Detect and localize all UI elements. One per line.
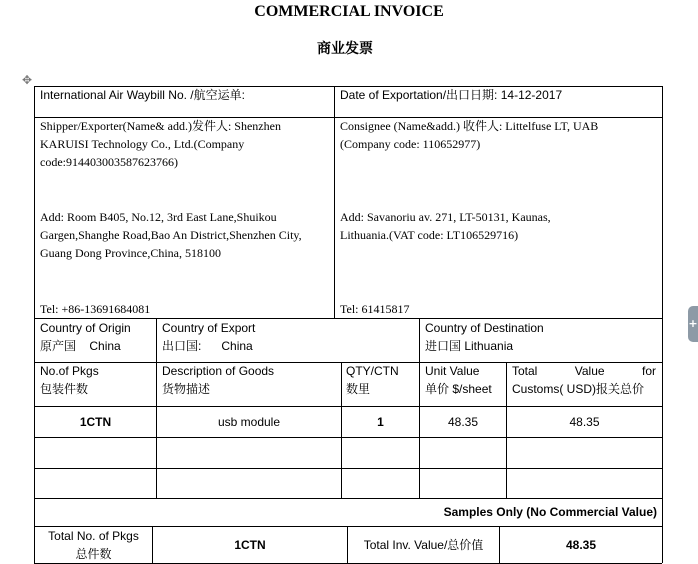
- table-border: [34, 406, 662, 407]
- destination-cell: [425, 319, 660, 355]
- table-border: [34, 86, 35, 563]
- table-border: [334, 86, 335, 318]
- export-value-line: [162, 337, 417, 355]
- invoice-title: COMMERCIAL INVOICE: [254, 3, 444, 20]
- item-qty: 1: [377, 415, 384, 429]
- header-total-value: [512, 362, 656, 398]
- item-description: usb module: [217, 415, 281, 429]
- samples-note: Samples Only (No Commercial Value): [443, 505, 657, 519]
- header-description: [162, 362, 338, 398]
- header-for-word: for: [641, 364, 656, 378]
- consignee-name-line: Consignee (Name&add.) 收件人: Littelfuse LT, UAB: [340, 119, 599, 133]
- origin-label: Country of Origin: [40, 321, 131, 335]
- shipper-address: [40, 208, 332, 262]
- table-border: [662, 86, 663, 563]
- consignee-address-line: Add: Savanoriu av. 271, LT-50131, Kaunas,: [340, 210, 551, 224]
- header-total-line2: Customs( USD)报关总价: [512, 382, 645, 396]
- header-pkgs-label: No.of Pkgs: [40, 364, 99, 378]
- total-inv-value: 48.35: [565, 538, 597, 552]
- export-value: China: [221, 339, 253, 353]
- table-border: [34, 437, 662, 438]
- table-border: [34, 468, 662, 469]
- item-pkgs: 1CTN: [79, 415, 112, 429]
- table-border: [34, 498, 662, 499]
- shipper-block: [40, 117, 332, 171]
- item-unit-value: 48.35: [447, 415, 479, 429]
- header-unit-value: [425, 362, 505, 398]
- plus-icon: +: [688, 317, 698, 330]
- consignee-address: [340, 208, 660, 244]
- origin-value-line: [40, 337, 154, 355]
- table-border: [156, 318, 157, 498]
- destination-label: Country of Destination: [425, 321, 544, 335]
- destination-value: 进口国 Lithuania: [425, 339, 514, 353]
- header-pkgs-cn: 包装件数: [40, 382, 89, 396]
- header-qty: [346, 362, 418, 398]
- header-total-word: Total: [512, 364, 538, 378]
- origin-cell: [40, 319, 154, 355]
- total-pkgs-cn: 总件数: [75, 547, 112, 561]
- waybill-label: International Air Waybill No. /航空运单:: [40, 88, 245, 102]
- shipper-address-line: Add: Room B405, No.12, 3rd East Lane,Shuikou: [40, 210, 277, 224]
- header-unit-cn: 单价 $/sheet: [425, 382, 492, 396]
- header-description-cn: 货物描述: [162, 382, 211, 396]
- shipper-company-line: KARUISI Technology Co., Ltd.(Company: [40, 137, 245, 151]
- export-date-label: Date of Exportation/出口日期: 14-12-2017: [340, 88, 563, 102]
- total-inv-label: Total Inv. Value/总价值: [363, 538, 484, 552]
- shipper-name-line: Shipper/Exporter(Name& add.)发件人: Shenzhen: [40, 119, 281, 133]
- table-border: [419, 318, 420, 498]
- header-qty-label: QTY/CTN: [346, 364, 399, 378]
- origin-value: China: [89, 339, 121, 353]
- export-label: Country of Export: [162, 321, 256, 335]
- shipper-tel: Tel: +86-13691684081: [40, 302, 151, 316]
- shipper-address-line: Guang Dong Province,China, 518100: [40, 246, 221, 260]
- header-description-label: Description of Goods: [162, 364, 275, 378]
- side-expand-tab[interactable]: [688, 306, 698, 342]
- export-cn-label: 出口国:: [162, 339, 202, 353]
- total-pkgs-cell: [35, 527, 152, 563]
- export-cell: [162, 319, 417, 355]
- header-total-line1: [512, 362, 656, 380]
- consignee-address-line: Lithuania.(VAT code: LT106529716): [340, 228, 519, 242]
- invoice-title-chinese: 商业发票: [317, 41, 373, 57]
- origin-cn-label: 原产国: [40, 339, 77, 353]
- shipper-code-line: code:914403003587623766): [40, 155, 178, 169]
- consignee-code-line: (Company code: 110652977): [340, 137, 481, 151]
- total-pkgs-value: 1CTN: [234, 538, 266, 552]
- item-total-value: 48.35: [569, 415, 600, 429]
- total-pkgs-label: Total No. of Pkgs: [48, 529, 139, 543]
- header-unit-label: Unit Value: [425, 364, 480, 378]
- header-value-word: Value: [574, 364, 605, 378]
- shipper-address-line: Gargen,Shanghe Road,Bao An District,Shenzhen City,: [40, 228, 302, 242]
- move-handle-icon[interactable]: ✥: [22, 73, 33, 87]
- header-qty-cn: 数里: [346, 382, 371, 396]
- header-pkgs: [40, 362, 154, 398]
- consignee-tel: Tel: 61415817: [340, 302, 410, 316]
- consignee-block: [340, 117, 660, 153]
